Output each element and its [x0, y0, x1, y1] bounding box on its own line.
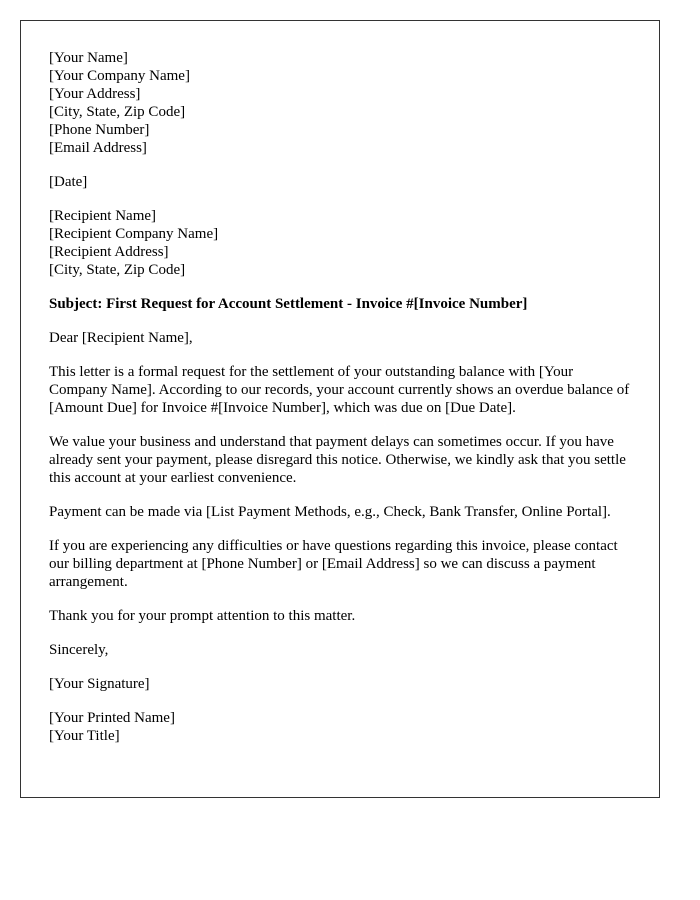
recipient-block: [49, 207, 631, 279]
closing: Sincerely,: [49, 642, 109, 658]
salutation: Dear [Recipient Name],: [49, 330, 193, 346]
signoff-block: [49, 709, 631, 745]
sender-address: [Your Address]: [49, 86, 141, 102]
recipient-city-state-zip: [City, State, Zip Code]: [49, 262, 186, 278]
paragraph-value-business: We value your business and understand that payment delays can sometimes occur. If you have already sent your payment, please disregard this notice. Otherwise, we kindly ask that you settle this account at your earliest convenience.: [49, 434, 626, 486]
sender-phone: [Phone Number]: [49, 122, 150, 138]
letter-date: [Date]: [49, 174, 88, 190]
signer-title: [Your Title]: [49, 728, 120, 744]
letter: [20, 20, 660, 798]
recipient-name: [Recipient Name]: [49, 208, 157, 224]
date-block: [49, 173, 631, 191]
recipient-company: [Recipient Company Name]: [49, 226, 219, 242]
paragraph-payment-methods: Payment can be made via [List Payment Methods, e.g., Check, Bank Transfer, Online Portal].: [49, 504, 611, 520]
sender-name: [Your Name]: [49, 50, 128, 66]
recipient-address: [Recipient Address]: [49, 244, 169, 260]
sender-block: [49, 49, 631, 157]
printed-name: [Your Printed Name]: [49, 710, 175, 726]
subject-line: Subject: First Request for Account Settlement - Invoice #[Invoice Number]: [49, 296, 528, 312]
signature: [Your Signature]: [49, 676, 150, 692]
paragraph-contact-billing: If you are experiencing any difficulties or have questions regarding this invoice, please contact our billing department at [Phone Number] or [Email Address] so we can discuss a payment arrangement.: [49, 538, 618, 590]
sender-city-state-zip: [City, State, Zip Code]: [49, 104, 186, 120]
paragraph-thank-you: Thank you for your prompt attention to this matter.: [49, 608, 356, 624]
sender-email: [Email Address]: [49, 140, 147, 156]
paragraph-overdue-balance: This letter is a formal request for the settlement of your outstanding balance with [Your Company Name]. According to our records, your account currently shows an overdue balance of [Amount Due] for Invoice #[Invoice Number], which was due on [Due Date].: [49, 364, 630, 416]
sender-company: [Your Company Name]: [49, 68, 190, 84]
